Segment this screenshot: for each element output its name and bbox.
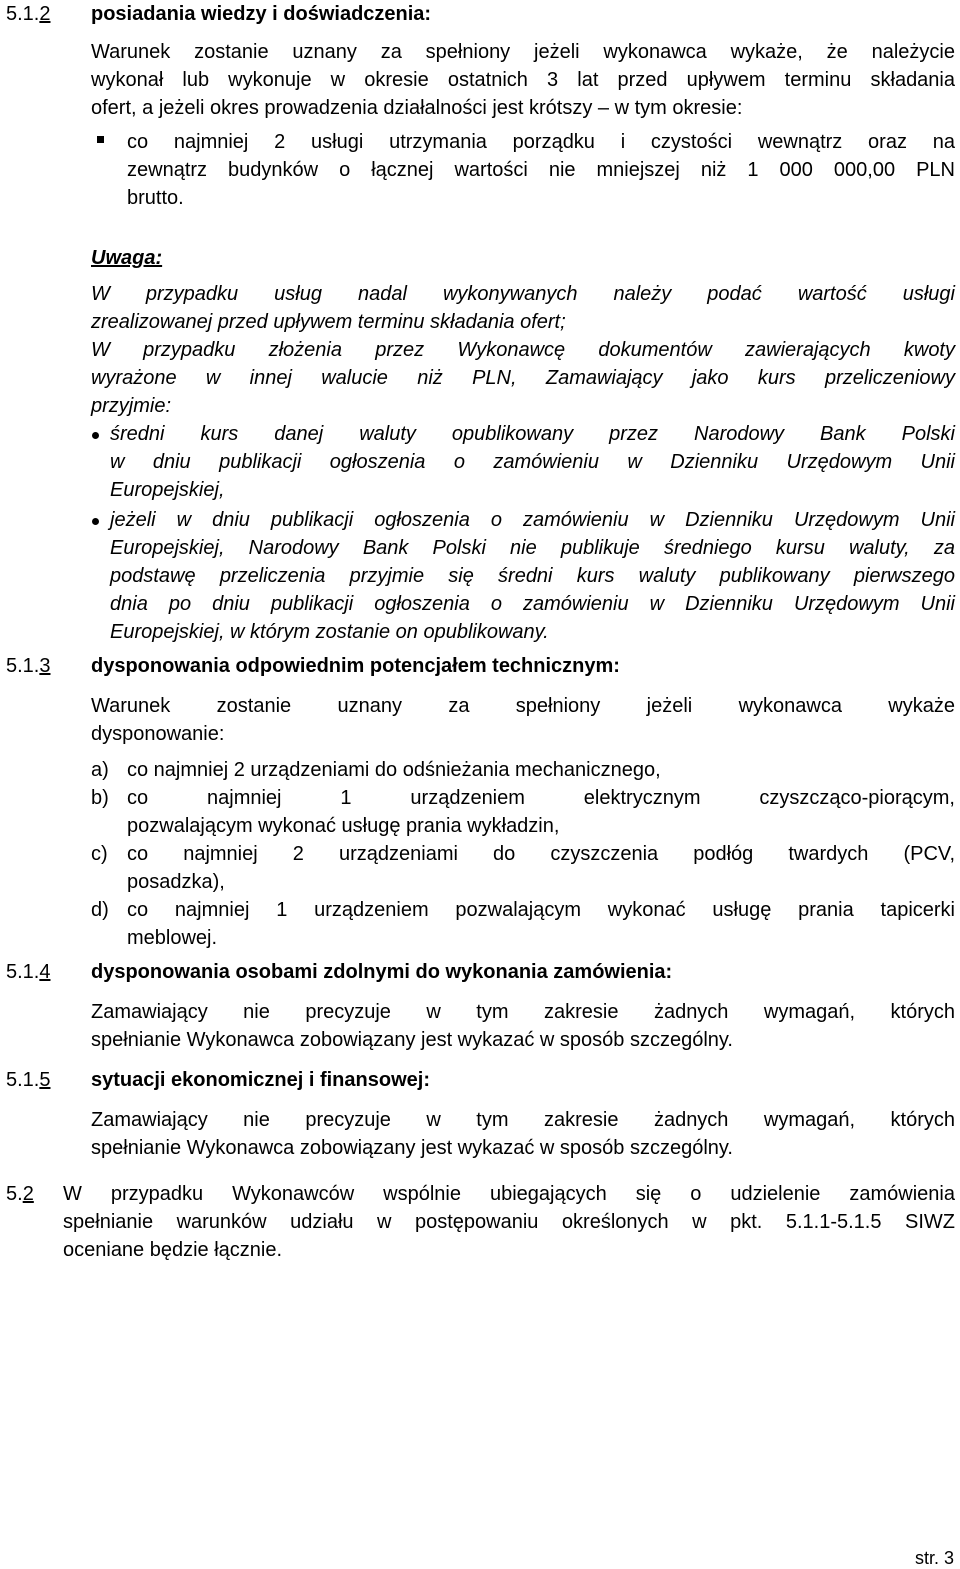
section-number-prefix: 5.1.	[6, 1069, 40, 1091]
paragraph-line: W przypadku Wykonawców wspólnie ubiegających się o udzielenie zamówienia	[63, 1183, 955, 1205]
note-bullet-line: dnia po dniu publikacji ogłoszenia o zamówieniu w Dzienniku Urzędowym Unii	[110, 593, 955, 615]
bullet-line: zewnątrz budynków o łącznej wartości nie mniejszej niż 1 000 000,00 PLN	[127, 159, 955, 181]
square-bullet-icon	[97, 136, 104, 143]
section-number-5-2	[6, 1180, 34, 1208]
paragraph-line: dysponowanie:	[91, 723, 225, 745]
section-heading-5-1-5: sytuacji ekonomicznej i finansowej:	[91, 1069, 430, 1091]
section-number-5-1-2	[6, 0, 50, 28]
note-line: przyjmie:	[91, 395, 172, 417]
list-item-line: co najmniej 1 urządzeniem pozwalającym wykonać usługę prania tapicerki	[127, 899, 955, 921]
section-number-suffix: 2	[39, 3, 51, 25]
note-bullet-line: podstawę przeliczenia przyjmie się średni kurs waluty publikowany pierwszego	[110, 565, 955, 587]
section-heading-5-1-4: dysponowania osobami zdolnymi do wykonania zamówienia:	[91, 961, 673, 983]
list-item-line: co najmniej 2 urządzeniami do odśnieżania mechanicznego,	[127, 759, 661, 781]
section-number-prefix: 5.	[6, 1183, 23, 1205]
paragraph-line: spełnianie Wykonawca zobowiązany jest wykazać w sposób szczególny.	[91, 1137, 733, 1159]
paragraph-line: Warunek zostanie uznany za spełniony jeżeli wykonawca wykaże	[91, 695, 955, 717]
note-bullet-line: Europejskiej, w którym zostanie on opublikowany.	[110, 621, 549, 643]
list-item-label: d)	[91, 899, 109, 921]
note-bullet-line: jeżeli w dniu publikacji ogłoszenia o zamówieniu w Dzienniku Urzędowym Unii	[110, 509, 955, 531]
bullet-line: co najmniej 2 usługi utrzymania porządku i czystości wewnątrz oraz na	[127, 131, 955, 153]
section-number-5-1-5	[6, 1066, 50, 1094]
section-number-suffix: 4	[39, 961, 51, 983]
note-bullet-line: średni kurs danej waluty opublikowany przez Narodowy Bank Polski	[110, 423, 955, 445]
paragraph-line: spełnianie Wykonawca zobowiązany jest wykazać w sposób szczególny.	[91, 1029, 733, 1051]
list-item-line: posadzka),	[127, 871, 225, 893]
note-bullet-line: w dniu publikacji ogłoszenia o zamówieniu w Dzienniku Urzędowym Unii	[110, 451, 955, 473]
list-item-label: b)	[91, 787, 109, 809]
section-heading-5-1-2: posiadania wiedzy i doświadczenia:	[91, 3, 432, 25]
round-bullet-icon	[92, 432, 99, 439]
note-label: Uwaga:	[91, 247, 163, 269]
section-heading-5-1-3: dysponowania odpowiednim potencjałem technicznym:	[91, 655, 620, 677]
list-item-line: meblowej.	[127, 927, 218, 949]
bullet-line: brutto.	[127, 187, 184, 209]
paragraph-line: oceniane będzie łącznie.	[63, 1239, 283, 1261]
note-line: zrealizowanej przed upływem terminu składania ofert;	[91, 311, 566, 333]
paragraph-line: ofert, a jeżeli okres prowadzenia działalności jest krótszy – w tym okresie:	[91, 97, 743, 119]
list-item-line: pozwalającym wykonać usługę prania wykładzin,	[127, 815, 560, 837]
note-line: W przypadku usług nadal wykonywanych należy podać wartość usługi	[91, 283, 955, 305]
page-number: str. 3	[914, 1548, 954, 1568]
note-line: wyrażone w innej walucie niż PLN, Zamawiający jako kurs przeliczeniowy	[91, 367, 955, 389]
section-number-prefix: 5.1.	[6, 655, 40, 677]
section-number-prefix: 5.1.	[6, 961, 40, 983]
list-item-line: co najmniej 1 urządzeniem elektrycznym czyszcząco-piorącym,	[127, 787, 955, 809]
section-number-5-1-4	[6, 958, 50, 986]
paragraph-line: Zamawiający nie precyzuje w tym zakresie żadnych wymagań, których	[91, 1001, 955, 1023]
section-number-5-1-3	[6, 652, 50, 680]
note-bullet-line: Europejskiej, Narodowy Bank Polski nie publikuje średniego kursu waluty, za	[110, 537, 955, 559]
note-line: W przypadku złożenia przez Wykonawcę dokumentów zawierających kwoty	[91, 339, 955, 361]
list-item-label: c)	[91, 843, 108, 865]
paragraph-line: Warunek zostanie uznany za spełniony jeżeli wykonawca wykaże, że należycie	[91, 41, 955, 63]
paragraph-line: Zamawiający nie precyzuje w tym zakresie żadnych wymagań, których	[91, 1109, 955, 1131]
round-bullet-icon	[92, 518, 99, 525]
paragraph-line: spełnianie warunków udziału w postępowaniu określonych w pkt. 5.1.1-5.1.5 SIWZ	[63, 1211, 955, 1233]
section-number-suffix: 2	[22, 1183, 34, 1205]
note-bullet-line: Europejskiej,	[110, 479, 225, 501]
list-item-line: co najmniej 2 urządzeniami do czyszczenia podłóg twardych (PCV,	[127, 843, 955, 865]
section-number-prefix: 5.1.	[6, 3, 40, 25]
section-number-suffix: 3	[39, 655, 51, 677]
paragraph-line: wykonał lub wykonuje w okresie ostatnich 3 lat przed upływem terminu składania	[91, 69, 955, 91]
list-item-label: a)	[91, 759, 109, 781]
section-number-suffix: 5	[39, 1069, 51, 1091]
